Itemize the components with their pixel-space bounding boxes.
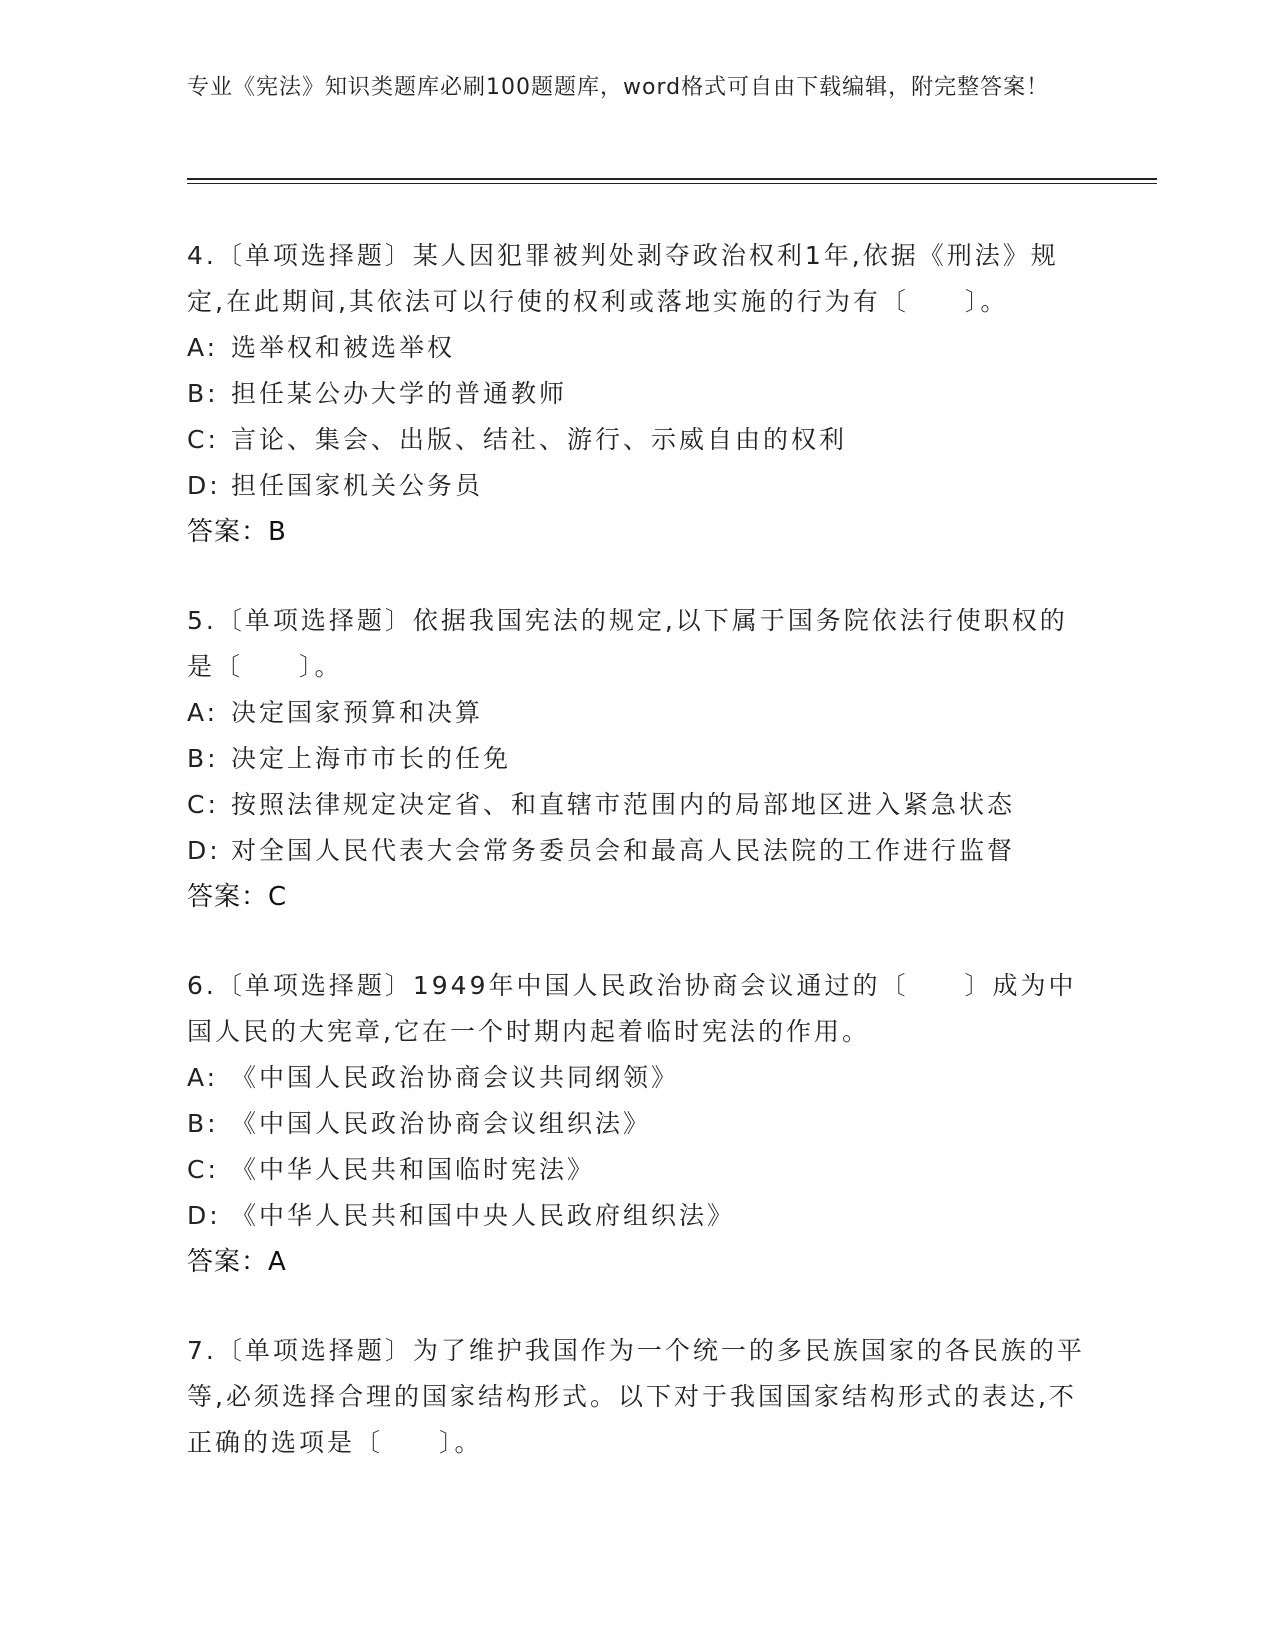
option-text: 按照法律规定决定省、和直辖市范围内的局部地区进入紧急状态 [231, 790, 1016, 819]
option-d [187, 463, 1087, 509]
answer-line: 答案：C [187, 882, 288, 912]
question-7 [187, 1328, 1087, 1466]
header-note: 专业《宪法》知识类题库必刷100题题库，word格式可自由下载编辑，附完整答案！ [187, 75, 1050, 100]
option-letter: A: [187, 333, 219, 362]
option-text: 《中华人民共和国中央人民政府组织法》 [231, 1201, 736, 1230]
option-b [187, 371, 1087, 417]
option-c [187, 782, 1087, 828]
option-a [187, 690, 1087, 736]
header-divider [187, 178, 1157, 180]
question-6 [187, 963, 1087, 1285]
question-text: 5.〔单项选择题〕依据我国宪法的规定,以下属于国务院依法行使职权的是〔 〕。 [187, 606, 1068, 681]
question-text: 7.〔单项选择题〕为了维护我国作为一个统一的多民族国家的各民族的平等,必须选择合理的国家结构形式。以下对于我国国家结构形式的表达,不正确的选项是〔 〕。 [187, 1336, 1085, 1457]
option-letter: C: [187, 790, 219, 819]
option-d [187, 828, 1087, 874]
answer-line: 答案：A [187, 1247, 287, 1277]
option-c [187, 1147, 1087, 1193]
option-text: 言论、集会、出版、结社、游行、示威自由的权利 [231, 425, 848, 454]
option-letter: A: [187, 1063, 219, 1092]
option-a [187, 325, 1087, 371]
option-letter: C: [187, 425, 219, 454]
question-5 [187, 598, 1087, 920]
option-text: 选举权和被选举权 [231, 333, 456, 362]
option-text: 《中国人民政治协商会议组织法》 [231, 1109, 652, 1138]
option-text: 担任国家机关公务员 [231, 471, 484, 500]
option-text: 《中华人民共和国临时宪法》 [231, 1155, 596, 1184]
option-letter: B: [187, 1109, 219, 1138]
option-b [187, 1101, 1087, 1147]
question-text: 6.〔单项选择题〕1949年中国人民政治协商会议通过的〔 〕成为中国人民的大宪章,它在一个时期内起着临时宪法的作用。 [187, 971, 1077, 1046]
option-letter: D: [187, 1201, 221, 1230]
answer-line: 答案：B [187, 517, 287, 547]
option-letter: D: [187, 471, 221, 500]
option-text: 对全国人民代表大会常务委员会和最高人民法院的工作进行监督 [231, 836, 1016, 865]
option-text: 《中国人民政治协商会议共同纲领》 [231, 1063, 680, 1092]
option-letter: C: [187, 1155, 219, 1184]
option-letter: D: [187, 836, 221, 865]
question-text: 4.〔单项选择题〕某人因犯罪被判处剥夺政治权利1年,依据《刑法》规定,在此期间,其依法可以行使的权利或落地实施的行为有〔 〕。 [187, 241, 1059, 316]
option-letter: B: [187, 744, 219, 773]
option-b [187, 736, 1087, 782]
option-text: 决定上海市市长的任免 [231, 744, 512, 773]
option-d [187, 1193, 1087, 1239]
option-text: 决定国家预算和决算 [231, 698, 484, 727]
question-4 [187, 233, 1087, 555]
header-divider-thin [187, 183, 1157, 184]
option-a [187, 1055, 1087, 1101]
option-c [187, 417, 1087, 463]
option-letter: B: [187, 379, 219, 408]
option-text: 担任某公办大学的普通教师 [231, 379, 568, 408]
option-letter: A: [187, 698, 219, 727]
